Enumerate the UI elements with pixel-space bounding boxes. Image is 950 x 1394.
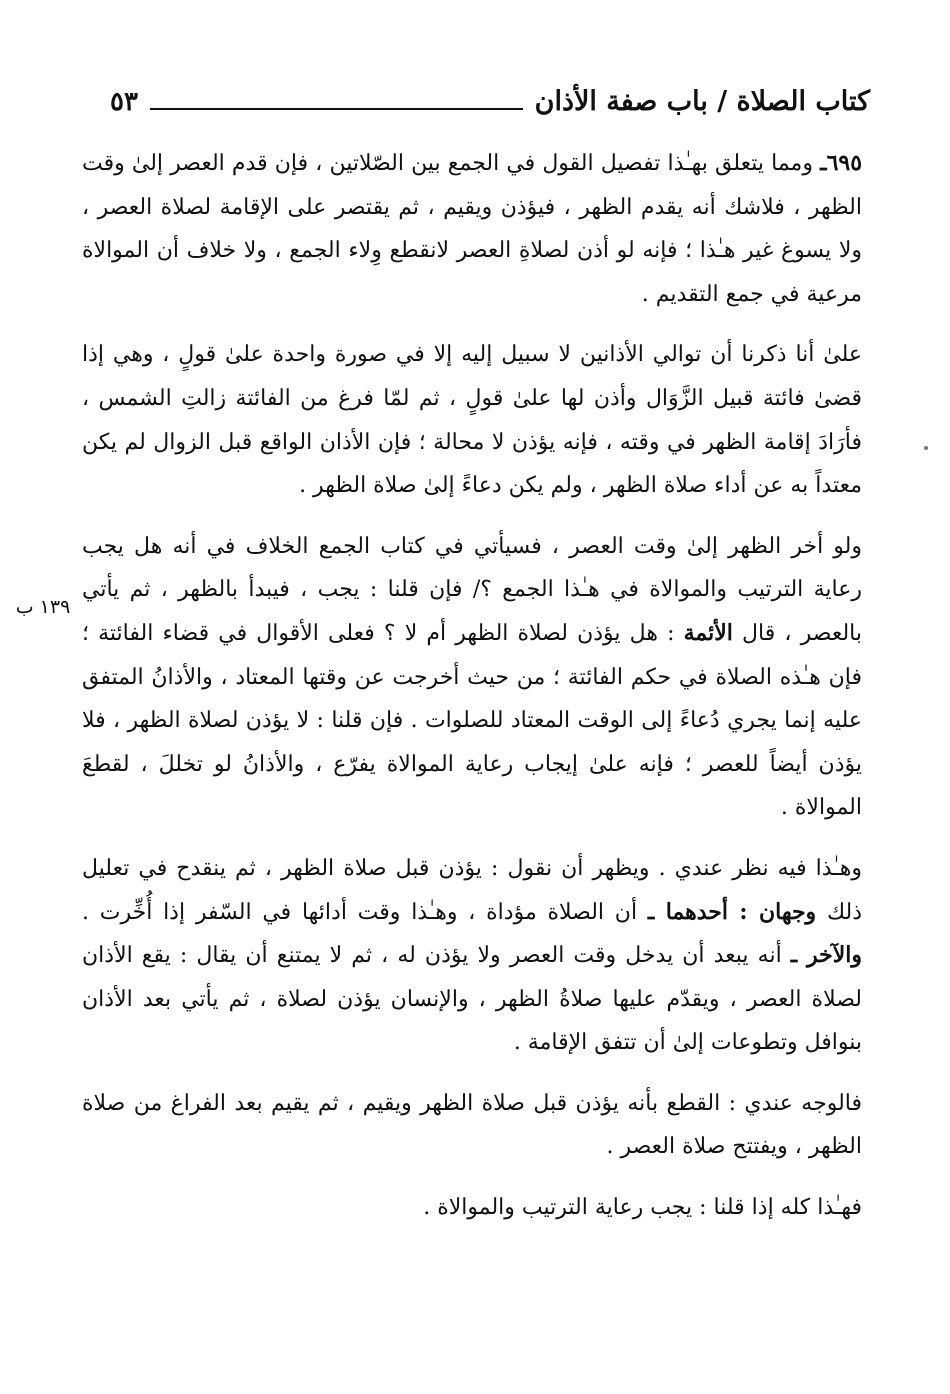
paragraph: [82, 333, 862, 507]
header-rule: [150, 108, 523, 110]
chapter-title: كتاب الصلاة / باب صفة الأذان: [534, 86, 870, 117]
emphasis-term: الأئمة: [683, 619, 733, 646]
paragraph-text: ومما يتعلق بهـٰذا تفصيل القول في الجمع بين الصّلاتين ، فإن قدم العصر إلىٰ وقت الظهر ، فلاشك أنه يقدم الظهر ، فيؤذن ويقيم ، ثم يقتصر على الإقامة لصلاة العصر ، ولا يسوغ غير هـٰذا ؛ فإنه لو أذن لصلاةِ العصر لانقطع وِلاء الجمع ، ولا خلاف أن الموالاة مرعية في جمع التقديم .: [82, 151, 862, 307]
paragraph: [82, 142, 862, 316]
page-number: ٥٣: [110, 87, 138, 117]
paragraph-text: وهـٰذا فيه نظر عندي . ويظهر أن نقول : يؤذن قبل صلاة الظهر ، ثم ينقدح في تعليل ذلك: [82, 855, 862, 925]
paragraph: [82, 847, 862, 1065]
paragraph-text: أنه يبعد أن يدخل وقت العصر ولا يؤذن له ، ثم لا يمتنع أن يقال : يقع الأذان لصلاة العصر ، ويقدّم عليها صلاةُ الظهر ، والإنسان يؤذن لصلاة ، ثم يأتي بعد الأذان بنوافل وتطوعات إلىٰ أن تتفق الإقامة .: [82, 943, 862, 1056]
margin-dot: [924, 446, 928, 450]
paragraph-text: فالوجه عندي : القطع بأنه يؤذن قبل صلاة الظهر ويقيم ، ثم يقيم بعد الفراغ من صلاة الظهر ، ويفتتح صلاة العصر .: [82, 1090, 862, 1160]
paragraph-text: علىٰ أنا ذكرنا أن توالي الأذانين لا سبيل إليه إلا في صورة واحدة علىٰ قولٍ ، وهي إذا قضىٰ فائتة قبيل الزَّوَال وأذن لها علىٰ قولٍ ، ثم لمّا فرغ من الفائتة زالتِ الشمس ، فأرَادَ إقامة الظهر في وقته ، فإنه يؤذن لا محالة ؛ فإن الأذان الواقع قبل الزوال لم يكن معتداً به عن أداء صلاة الظهر ، ولم يكن دعاءً إلىٰ صلاة الظهر .: [82, 342, 862, 499]
emphasis-term: وجهان : أحدهما ـ: [647, 898, 817, 925]
paragraph-text: أن الصلاة مؤداة ، وهـٰذا وقت أدائها في السّفر إذا أُخِّرت .: [82, 899, 648, 925]
manuscript-folio-note: ١٣٩ ب: [15, 596, 71, 618]
paragraph-text: : هل يؤذن لصلاة الظهر أم لا ؟ فعلى الأقوال في قضاء الفائتة ؛ فإن هـٰذه الصلاة في حكم الفائتة ؛ من حيث أخرجت عن وقتها المعتاد ، والأذانُ المتفق عليه إنما يجري دُعاءً إلى الوقت المعتاد للصلوات . فإن قلنا : لا يؤذن لصلاة الظهر ، فلا يؤذن أيضاً للعصر ؛ فإنه علىٰ إيجاب رعاية الموالاة يفرّع ، والأذانُ لو تخللَ ، لقطعَ الموالاة .: [82, 620, 862, 821]
paragraph: [82, 1082, 862, 1169]
emphasis-term: والآخر ـ: [790, 942, 862, 969]
main-text: [82, 142, 862, 1247]
paragraph-text: ولو أخر الظهر إلىٰ وقت العصر ، فسيأتي في كتاب الجمع الخلاف في أنه هل يجب رعاية الترتيب والموالاة في هـٰذا الجمع ؟/ فإن قلنا : يجب ، فيبدأ بالظهر ، ثم يأتي بالعصر ، قال: [82, 533, 862, 646]
issue-number: ٦٩٥ـ: [820, 150, 863, 176]
paragraph: [82, 525, 862, 830]
paragraph: [82, 1186, 862, 1230]
paragraph-text: فهـٰذا كله إذا قلنا : يجب رعاية الترتيب والموالاة .: [423, 1195, 862, 1221]
running-header: [110, 76, 870, 120]
